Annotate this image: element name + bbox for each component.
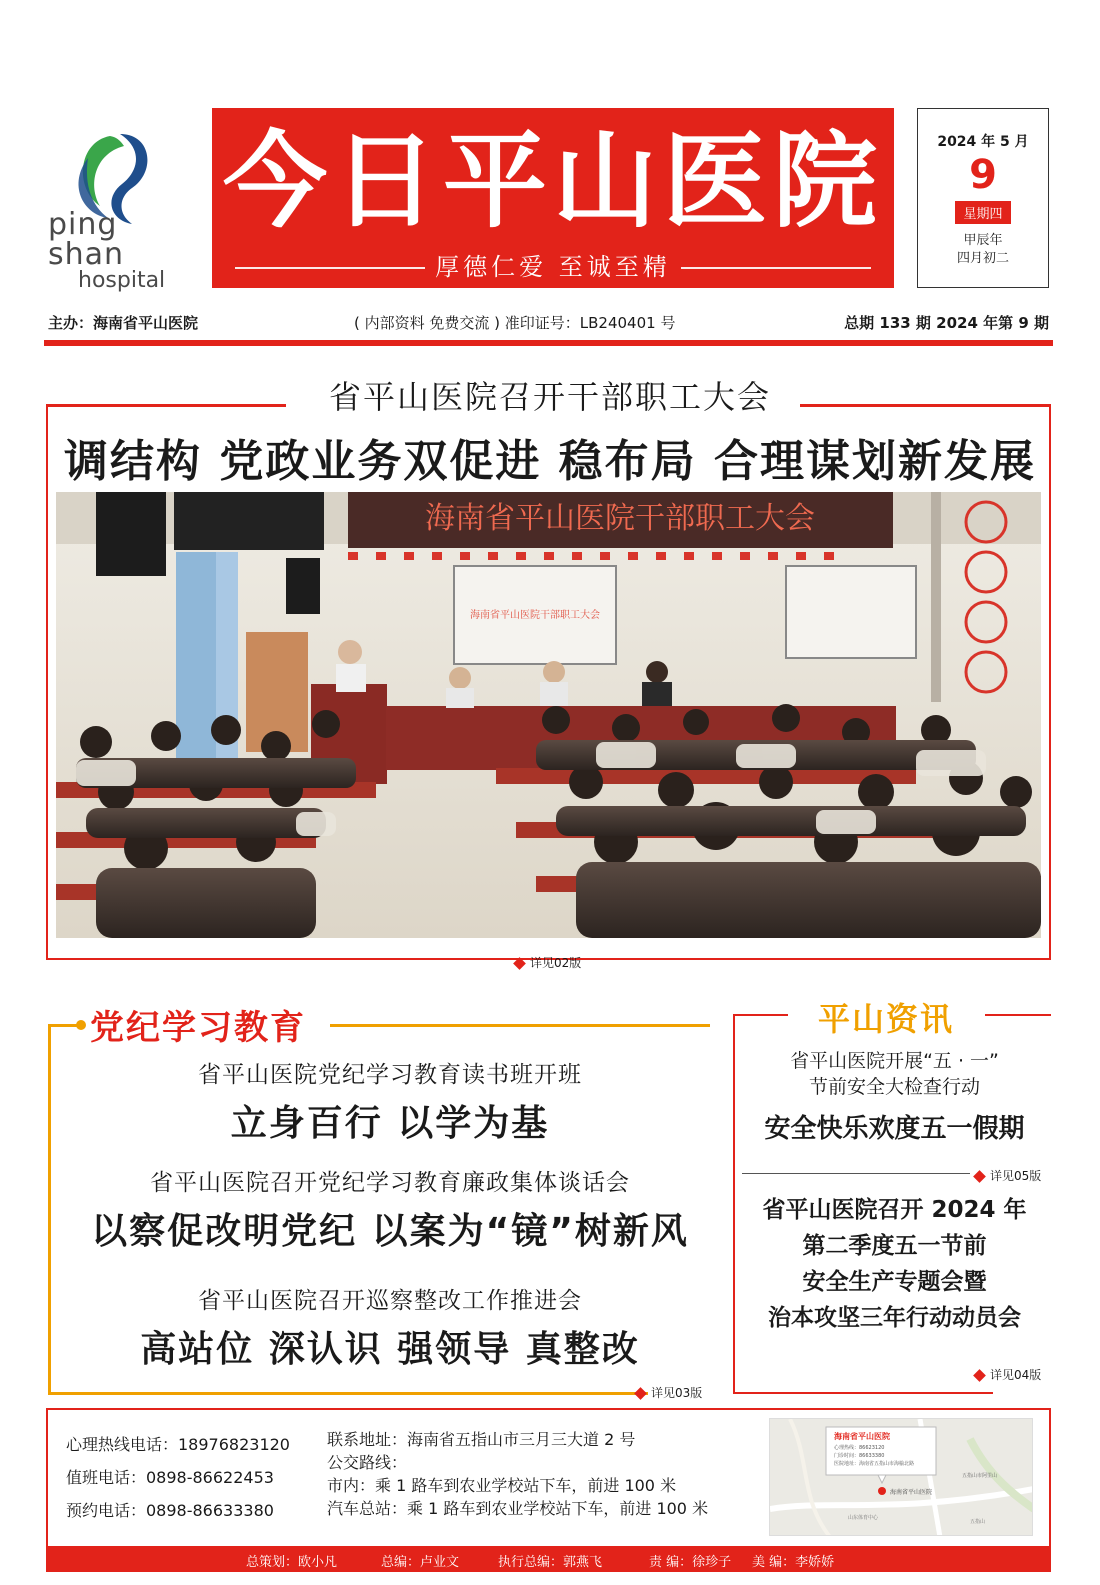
address: 联系地址：海南省五指山市三月三大道 2 号: [327, 1430, 636, 1449]
map-popup-line: 心理热线：86623120: [834, 1445, 885, 1451]
info-bar: [48, 312, 1049, 336]
right-story2-line: 省平山医院召开 2024 年: [762, 1197, 1027, 1223]
diamond-icon: [973, 1369, 986, 1382]
story-subtitle: 省平山医院召开巡察整改工作推进会: [198, 1288, 582, 1314]
credit-chief-editor: 总编：卢业文: [381, 1555, 460, 1570]
header-rule: [44, 340, 1053, 346]
lead-see-text: 详见02版: [530, 956, 582, 970]
motto: [212, 247, 894, 282]
right-story-sub1: 省平山医院开展“五 · 一”: [790, 1050, 999, 1072]
map-pin-label: 海南省平山医院: [890, 1489, 933, 1496]
right-story2-line: 安全生产专题会暨: [802, 1269, 987, 1295]
right-see-page-1: [975, 1167, 1041, 1184]
credit-exec-editor: 执行总编：郭燕飞: [498, 1555, 603, 1570]
left-section-frame: [48, 1024, 51, 1394]
diamond-icon: [634, 1387, 647, 1400]
map-illustration: [770, 1419, 1033, 1536]
meeting-photo-illustration: [56, 492, 1041, 938]
right-story-sub2: 节前安全大检查行动: [808, 1076, 980, 1098]
diamond-icon: [973, 1170, 986, 1183]
map-road-label: 山东体育中心: [848, 1515, 879, 1521]
date-year-month: 2024 年 5 月: [937, 134, 1029, 150]
right-story-1-rule: [742, 1173, 970, 1174]
newspaper-title: 今日平山医院: [222, 120, 883, 242]
date-weekday: 星期四: [955, 201, 1010, 224]
booking-phone: 预约电话：0898-86633380: [66, 1501, 274, 1520]
right-story-headline: 安全快乐欢度五一假期: [764, 1114, 1025, 1144]
bullet-dot-icon: [76, 1020, 86, 1030]
masthead: [212, 108, 894, 288]
right-frame-bottom: [733, 1392, 993, 1394]
right-see-page-2: [975, 1366, 1041, 1383]
bus-title: 公交路线：: [327, 1453, 408, 1472]
lead-kicker: 省平山医院召开干部职工大会: [328, 378, 771, 416]
story-subtitle: 省平山医院党纪学习教育读书班开班: [198, 1062, 582, 1088]
meeting-photo: [56, 492, 1041, 938]
logo-line1: ping shan: [48, 207, 125, 272]
story-headline: 以察促改明党纪 以案为“镜”树新风: [91, 1211, 689, 1252]
right-frame-top-a: [733, 1014, 788, 1016]
right-story2-line: 第二季度五一节前: [802, 1233, 987, 1259]
map-popup-line: 医院地址：海南省五指山市海榆北路: [834, 1461, 915, 1467]
right-story-1: [742, 1048, 1047, 1145]
right-frame-top-b: [985, 1014, 1051, 1016]
credit-art-editor: 美 编：李娇娇: [752, 1555, 835, 1570]
date-day: 9: [969, 152, 997, 198]
lunar-day: 四月初二: [956, 251, 1009, 266]
lunar-year: 甲辰年: [963, 233, 1003, 248]
right-story2-line: 治本攻坚三年行动动员会: [768, 1305, 1021, 1331]
diamond-icon: [513, 957, 526, 970]
map-popup-title: 海南省平山医院: [834, 1432, 890, 1441]
right-section-frame: [733, 1014, 735, 1392]
right-story-2: [742, 1192, 1047, 1336]
left-story-1: [60, 1056, 720, 1146]
lead-headline: 调结构 党政业务双促进 稳布局 合理谋划新发展: [64, 436, 1036, 487]
location-map: [769, 1418, 1033, 1536]
print-note: ( 内部资料 免费交流 ) 准印证号：LB240401 号: [354, 314, 676, 332]
map-area-label: 五指山市阿里山: [962, 1473, 998, 1479]
left-story-2: [60, 1164, 720, 1254]
right-see-text-1: 详见05版: [990, 1169, 1042, 1183]
credit-editor: 责 编：徐珍子: [649, 1555, 732, 1570]
logo-line2: hospital: [78, 268, 166, 293]
right-see-text-2: 详见04版: [990, 1368, 1042, 1382]
story-headline: 高站位 深认识 强领导 真整改: [140, 1329, 640, 1370]
story-subtitle: 省平山医院召开党纪学习教育廉政集体谈话会: [150, 1170, 630, 1196]
date-lunar: [918, 232, 1048, 268]
bus-city: 市内：乘 1 路车到农业学校站下车，前进 100 米: [327, 1476, 677, 1495]
left-frame-top-b: [330, 1024, 710, 1027]
left-frame-bottom: [48, 1392, 648, 1395]
footer-address: [327, 1428, 708, 1520]
duty-phone: 值班电话：0898-86622453: [66, 1468, 274, 1487]
right-section-title: 平山资讯: [817, 1000, 954, 1038]
left-story-3: [60, 1282, 720, 1372]
map-popup-line: 门诊时间：86633380: [834, 1453, 885, 1459]
photo-banner: 海南省平山医院干部职工大会: [425, 501, 815, 536]
logo-wordmark: [48, 207, 198, 293]
sponsor: 主办：海南省平山医院: [48, 314, 199, 332]
credits-bar: [46, 1546, 1051, 1572]
date-box: [917, 108, 1049, 288]
bus-station: 汽车总站：乘 1 路车到农业学校站下车，前进 100 米: [327, 1499, 709, 1518]
issue-number: 总期 133 期 2024 年第 9 期: [844, 314, 1049, 332]
story-headline: 立身百行 以学为基: [230, 1103, 550, 1144]
map-road-label: 五指山: [970, 1519, 986, 1525]
left-see-page: [636, 1384, 702, 1401]
lead-see-page: [515, 954, 581, 971]
credit-planner: 总策划：欧小凡: [246, 1555, 338, 1570]
motto-text: 厚德仁爱 至诚至精: [435, 253, 671, 281]
hotline: 心理热线电话：18976823120: [66, 1435, 290, 1454]
photo-screen-text: 海南省平山医院干部职工大会: [470, 610, 600, 621]
left-see-text: 详见03版: [651, 1386, 703, 1400]
left-section-title: 党纪学习教育: [90, 1008, 306, 1048]
left-frame-top-a: [48, 1024, 78, 1027]
map-pin-icon: [878, 1487, 886, 1495]
footer-phones: [66, 1428, 290, 1527]
